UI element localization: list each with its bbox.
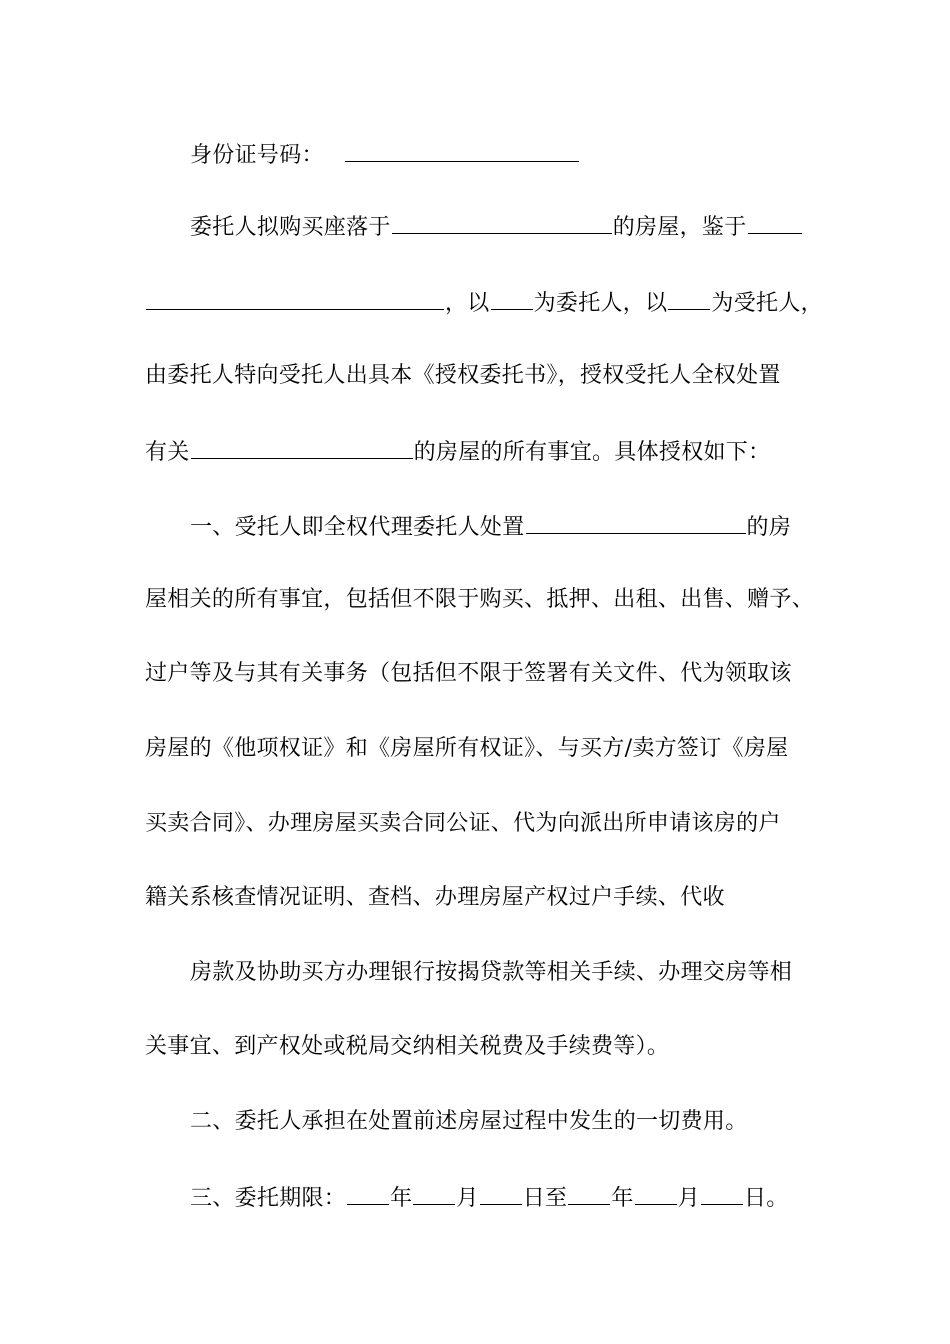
year-label: 年 [611,1186,634,1211]
fill-blank [191,436,413,459]
text-segment: 有关 [145,440,190,465]
id-number-line [190,139,580,171]
month-label: 月 [677,1186,700,1211]
text-segment: 房款及协助买方办理银行按揭贷款等相关手续、办理交房等相 [190,960,793,985]
fill-blank [526,511,746,534]
day-end-label: 日。 [743,1186,789,1211]
text-segment: 的房屋的所有事宜。具体授权如下： [413,440,771,465]
paragraph-line [145,659,792,689]
fill-blank [392,211,612,234]
text-segment: 的房 [746,515,792,540]
start-year-blank [347,1182,389,1205]
text-segment: 由委托人特向受托人出具本《授权委托书》，授权受托人全权处置 [145,363,781,388]
paragraph-line [145,809,781,839]
paragraph-line [145,287,823,319]
paragraph-line [190,1107,748,1137]
paragraph-line [190,211,803,243]
paragraph-line [145,883,725,913]
text-segment: 一、受托人即全权代理委托人处置 [190,515,525,540]
id-number-label: 身份证号码： [190,143,324,168]
paragraph-line [145,585,814,615]
text-segment: 为委托人，以 [533,291,668,316]
text-segment: 的房屋，鉴于 [612,215,747,240]
fill-blank [668,287,710,310]
text-segment: 过户等及与其有关事务（包括但不限于签署有关文件、代为领取该 [145,661,792,686]
fill-blank [748,211,802,234]
text-segment: 关事宜、到产权处或税局交纳相关税费及手续费等）。 [145,1034,670,1059]
start-month-blank [413,1182,455,1205]
text-segment: 籍关系核查情况证明、查档、办理房屋产权过户手续、代收 [145,885,725,910]
fill-blank [146,287,444,310]
month-label: 月 [456,1186,479,1211]
fill-blank [491,287,533,310]
text-segment: 委托人拟购买座落于 [190,215,391,240]
paragraph-line [145,361,781,391]
paragraph-line [145,734,788,764]
text-segment: 屋相关的所有事宜，包括但不限于购买、抵押、出租、出售、赠予、 [145,587,815,612]
paragraph-line [145,1032,669,1062]
text-segment: 二、委托人承担在处置前述房屋过程中发生的一切费用。 [190,1109,748,1134]
paragraph-line [145,436,770,468]
id-number-blank [345,139,579,162]
end-year-blank [568,1182,610,1205]
text-segment: 为受托人， [711,291,823,316]
year-label: 年 [390,1186,413,1211]
text-segment: ，以 [445,291,490,316]
term-line [190,1182,789,1214]
text-segment: 买卖合同》、办理房屋买卖合同公证、代为向派出所申请该房的户 [145,811,781,836]
end-month-blank [635,1182,677,1205]
day-to-label: 日至 [522,1186,568,1211]
text-segment: 三、委托期限： [190,1186,347,1211]
text-segment: 房屋的《他项权证》和《房屋所有权证》、与买方/卖方签订《房屋 [145,736,789,761]
paragraph-line [190,958,792,988]
end-day-blank [701,1182,743,1205]
start-day-blank [480,1182,522,1205]
paragraph-line [190,511,791,543]
